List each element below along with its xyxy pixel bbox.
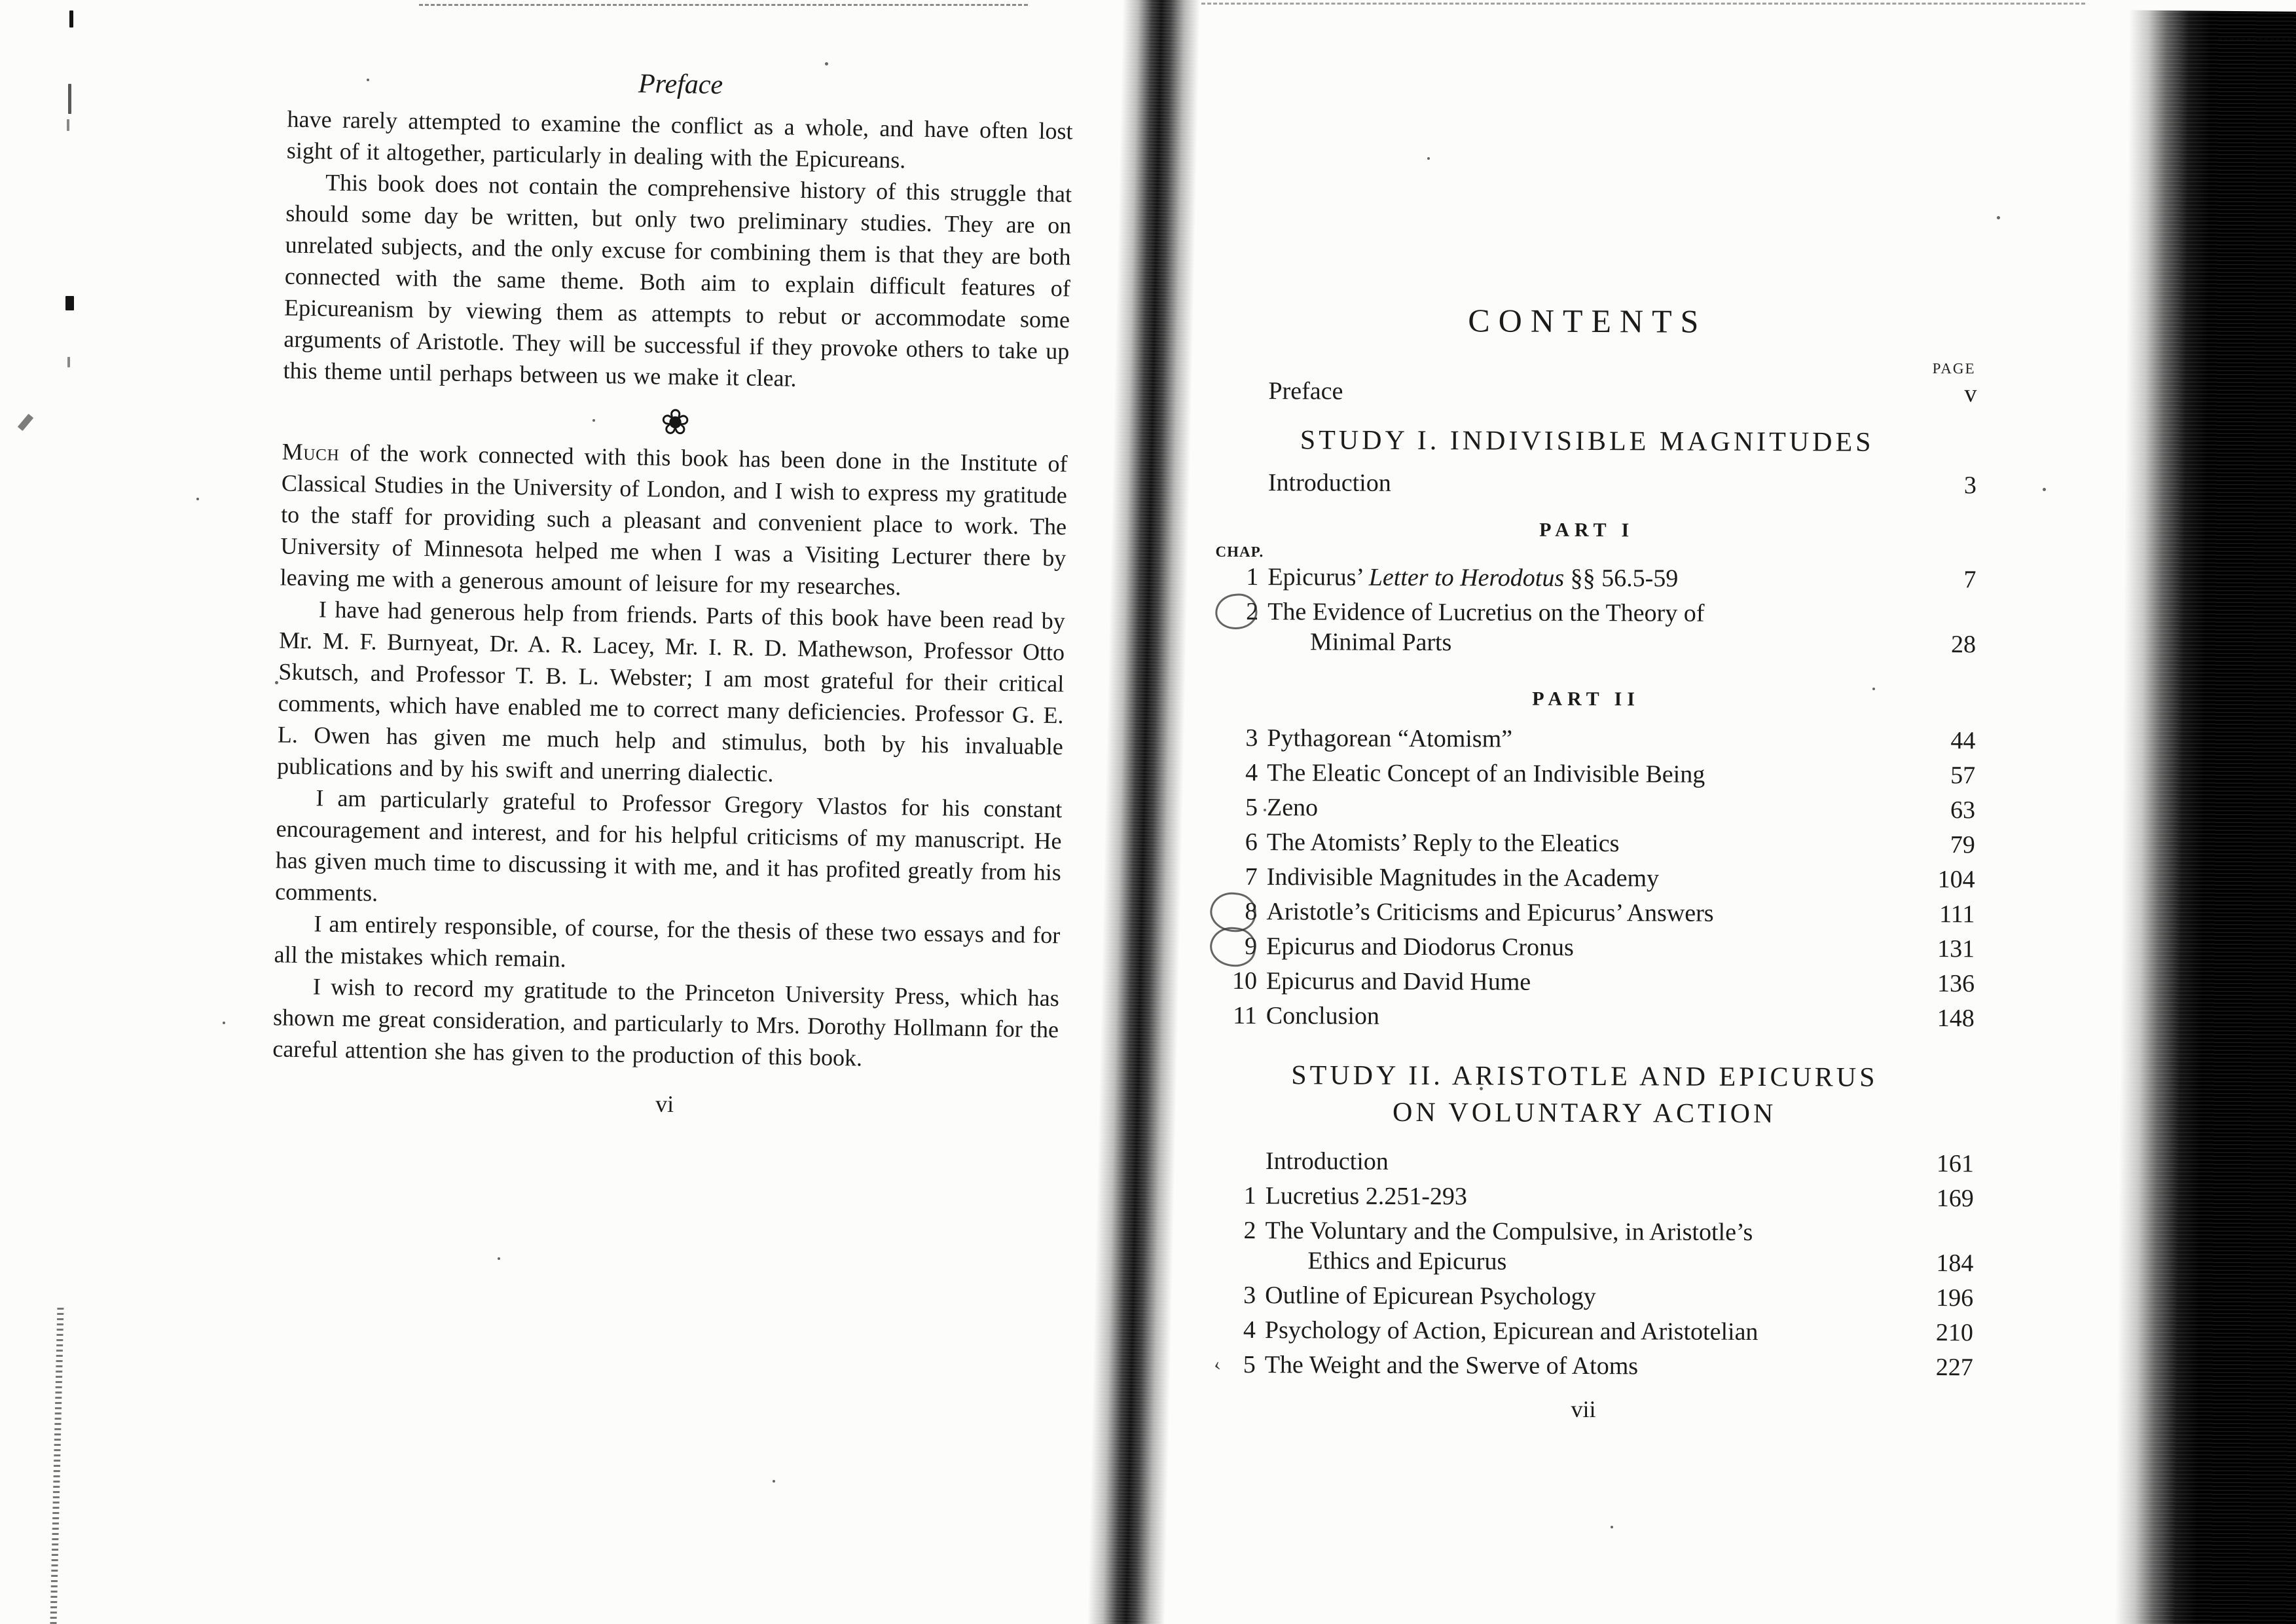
preface-paragraph: This book does not contain the comprehensive history of this struggle that should some day be written, but only two preliminary studies. They are on unrelated subjects, and the only excuse for combining them is that they are both connected with the same theme. Both aim to explain difficult features of Epicureanism by viewing them as attempts to rebut or accommodate some arguments of Aristotle. They will be successful if they provoke others to take up this theme until perhaps between us we make it clear. bbox=[283, 169, 1072, 392]
toc-row-preface bbox=[1197, 376, 1977, 409]
chapter-number: 1 bbox=[1243, 1181, 1256, 1210]
part2-heading: PART II bbox=[1532, 688, 1641, 710]
toc-label: Introduction bbox=[1265, 1147, 1389, 1175]
toc-page-number: 63 bbox=[1950, 796, 1976, 824]
chapter-number: 7 bbox=[1245, 862, 1258, 891]
toc-label: Indivisible Magnitudes in the Academy bbox=[1266, 863, 1660, 893]
label-text-continued: Minimal Parts bbox=[1309, 628, 1452, 657]
scan-dashed-line bbox=[1201, 3, 2085, 5]
toc-label: Epicurus and Diodorus Cronus bbox=[1266, 932, 1574, 961]
scan-speck bbox=[773, 1480, 775, 1483]
toc-page-number: 57 bbox=[1950, 762, 1976, 790]
contents-title: CONTENTS bbox=[1468, 302, 1707, 340]
scan-dashed-line bbox=[419, 4, 1028, 6]
toc-label: The Weight and the Swerve of Atoms bbox=[1264, 1351, 1639, 1380]
toc-page-number: 104 bbox=[1937, 866, 1975, 894]
label-text: The Voluntary and the Compulsive, in Aristotle’s bbox=[1265, 1217, 1753, 1246]
chapter-number: 10 bbox=[1231, 967, 1258, 995]
chapter-number: 5 bbox=[1245, 793, 1258, 822]
chapter-number-pencil-circled: 8 bbox=[1195, 896, 1266, 927]
chapter-number-text: 5 bbox=[1243, 1350, 1256, 1379]
toc-page-number: 28 bbox=[1950, 631, 1977, 659]
scan-mark bbox=[69, 10, 73, 28]
chapter-number: 11 bbox=[1233, 1001, 1257, 1030]
toc-page-number: 111 bbox=[1939, 900, 1975, 929]
toc-row bbox=[1195, 966, 1975, 999]
scan-mark bbox=[67, 357, 70, 367]
scan-edge-noise bbox=[50, 1304, 64, 1624]
preface-page bbox=[272, 63, 1074, 1124]
toc-row bbox=[1195, 931, 1975, 965]
page-column-label: PAGE bbox=[1932, 360, 1976, 377]
toc-page-number: 131 bbox=[1937, 935, 1975, 963]
label-text-continued: Ethics and Epicurus bbox=[1307, 1247, 1507, 1276]
toc-page-number: 184 bbox=[1936, 1249, 1974, 1278]
scan-speck bbox=[1427, 157, 1430, 160]
scan-mark bbox=[67, 119, 69, 131]
book-gutter-shadow bbox=[1087, 0, 1201, 1624]
chapter-number: 4 bbox=[1243, 1316, 1256, 1344]
toc-row-introduction bbox=[1195, 1146, 1974, 1179]
toc-label: Aristotle’s Criticisms and Epicurus’ Answers bbox=[1266, 898, 1714, 927]
preface-paragraph bbox=[280, 436, 1068, 606]
toc-label bbox=[1267, 562, 1678, 593]
toc-row bbox=[1194, 1215, 1973, 1279]
chapter-number: 3 bbox=[1245, 724, 1258, 752]
toc-page-number: 148 bbox=[1937, 1005, 1975, 1033]
toc-label: The Eleatic Concept of an Indivisible Being bbox=[1267, 759, 1705, 788]
preface-paragraph: have rarely attempted to examine the conflict as a whole, and have often lost sight of it altogether, particularly in dealing with the Epicureans. bbox=[286, 105, 1073, 174]
toc-page-number: v bbox=[1964, 380, 1977, 408]
scan-speck bbox=[196, 498, 199, 500]
label-text: Epicurus’ bbox=[1267, 563, 1369, 591]
scan-speck bbox=[825, 62, 828, 65]
toc-page-number: 3 bbox=[1963, 471, 1977, 500]
scan-speck bbox=[2043, 488, 2046, 491]
toc-label: Psychology of Action, Epicurean and Aristotelian bbox=[1264, 1316, 1758, 1346]
toc-label: The Atomists’ Reply to the Eleatics bbox=[1266, 828, 1620, 858]
toc-row bbox=[1196, 862, 1975, 895]
small-caps-lead: Much bbox=[282, 438, 340, 466]
label-text: §§ 56.5-59 bbox=[1564, 564, 1679, 593]
chapter-number: 3 bbox=[1243, 1281, 1256, 1310]
toc-row bbox=[1194, 1350, 1973, 1383]
chapter-number: 1 bbox=[1246, 563, 1259, 591]
chapter-number-pencil-circled: 2 bbox=[1197, 597, 1267, 627]
pencil-tick-annotation: ‹ bbox=[1211, 1353, 1222, 1376]
toc-row bbox=[1196, 827, 1975, 860]
chapter-number bbox=[1194, 1350, 1265, 1380]
toc-row bbox=[1197, 597, 1976, 660]
toc-page-number: 79 bbox=[1950, 831, 1975, 859]
chapter-number: 4 bbox=[1245, 758, 1258, 787]
preface-paragraph: I am particularly grateful to Professor Gregory Vlastos for his constant encouragement and interest, and for his helpful criticisms of my manuscript. He has given much time to discussing it with me, and it has profited greatly from his comments. bbox=[274, 784, 1063, 906]
label-text: The Evidence of Lucretius on the Theory of bbox=[1267, 598, 1705, 627]
toc-row bbox=[1195, 1181, 1974, 1214]
scan-speck bbox=[498, 1257, 500, 1260]
toc-page-number: 7 bbox=[1963, 566, 1977, 594]
chap-column-label: CHAP. bbox=[1215, 543, 1264, 561]
scan-dashed-line bbox=[2218, 38, 2291, 40]
scan-mark bbox=[65, 296, 74, 310]
preface-running-head: Preface bbox=[638, 68, 723, 101]
scan-speck bbox=[1997, 216, 2000, 219]
toc-row bbox=[1194, 1280, 1973, 1314]
chapter-number: 6 bbox=[1245, 828, 1258, 857]
toc-row bbox=[1195, 1001, 1975, 1034]
scan-speck bbox=[1611, 1526, 1613, 1528]
preface-paragraph: I am entirely responsible, of course, for the thesis of these two essays and for all the mistakes which remain. bbox=[274, 910, 1061, 972]
scan-mark bbox=[68, 84, 71, 114]
toc-row bbox=[1197, 562, 1976, 595]
toc-label: Conclusion bbox=[1266, 1002, 1380, 1030]
part1-heading: PART I bbox=[1539, 519, 1635, 542]
paragraph-text: of the work connected with this book has been done in the Institute of Classical Studies in the University of London, and I wish to express my gratitude to the staff for providing such a pleasant and convenient place to work. The University of Minnesota helped me when I was a Visiting Lecturer there by leaving me with a generous amount of leisure for my researches. bbox=[280, 439, 1068, 600]
toc-label: Pythagorean “Atomism” bbox=[1267, 724, 1513, 753]
toc-label: Outline of Epicurean Psychology bbox=[1265, 1282, 1596, 1311]
toc-label: Zeno bbox=[1266, 794, 1319, 822]
florette-ornament: ❀ bbox=[660, 401, 691, 443]
study1-heading: STUDY I. INDIVISIBLE MAGNITUDES bbox=[1300, 425, 1874, 458]
toc-row bbox=[1194, 1315, 1973, 1348]
toc-label bbox=[1265, 1215, 1753, 1278]
scan-edge-black-band bbox=[2115, 10, 2296, 1624]
toc-page-number: 196 bbox=[1936, 1284, 1974, 1312]
chapter-number-pencil-circled: 9 bbox=[1195, 931, 1266, 961]
toc-label: Introduction bbox=[1267, 469, 1391, 497]
toc-page-number: 44 bbox=[1950, 727, 1976, 755]
scan-speck bbox=[223, 1022, 225, 1024]
toc-page-number: 161 bbox=[1936, 1150, 1975, 1178]
study2-heading-line2: ON VOLUNTARY ACTION bbox=[1392, 1097, 1777, 1130]
toc-page-number: 227 bbox=[1935, 1354, 1973, 1382]
toc-label bbox=[1267, 597, 1705, 659]
toc-row bbox=[1196, 758, 1975, 791]
contents-page bbox=[1194, 300, 1977, 1425]
label-italic-text: Letter to Herodotus bbox=[1368, 563, 1565, 592]
toc-row-introduction bbox=[1197, 468, 1977, 501]
toc-label: Preface bbox=[1268, 377, 1343, 405]
toc-row bbox=[1196, 723, 1975, 756]
folio-left: vi bbox=[655, 1090, 674, 1118]
folio-right: vii bbox=[1571, 1395, 1596, 1423]
preface-paragraph: I wish to record my gratitude to the Princeton University Press, which has shown me great consideration, and particularly to Mrs. Dorothy Hollmann for the careful attention she has given to the production of this book. bbox=[272, 973, 1060, 1071]
preface-paragraph: I have had generous help from friends. Parts of this book have been read by Mr. M. F. Burnyeat, Dr. A. R. Lacey, Mr. I. R. D. Mathewson, Professor Otto Skutsch, and Professor T. B. L. Webster; I am most grateful for their critical comments, which have enabled me to correct many deficiencies. Professor G. E. L. Owen has given me much help and stimulus, both by his invaluable publications and by his swift and unerring dialectic. bbox=[276, 596, 1066, 787]
toc-page-number: 210 bbox=[1935, 1319, 1974, 1347]
toc-page-number: 169 bbox=[1936, 1185, 1974, 1213]
toc-label: Epicurus and David Hume bbox=[1266, 967, 1531, 996]
toc-page-number: 136 bbox=[1937, 970, 1975, 998]
chapter-number: 2 bbox=[1243, 1216, 1256, 1245]
scan-mark bbox=[18, 414, 33, 431]
study2-heading-line1: STUDY II. ARISTOTLE AND EPICURUS bbox=[1291, 1060, 1878, 1093]
toc-row bbox=[1196, 792, 1975, 826]
toc-row bbox=[1195, 896, 1975, 930]
toc-label: Lucretius 2.251-293 bbox=[1265, 1182, 1467, 1211]
